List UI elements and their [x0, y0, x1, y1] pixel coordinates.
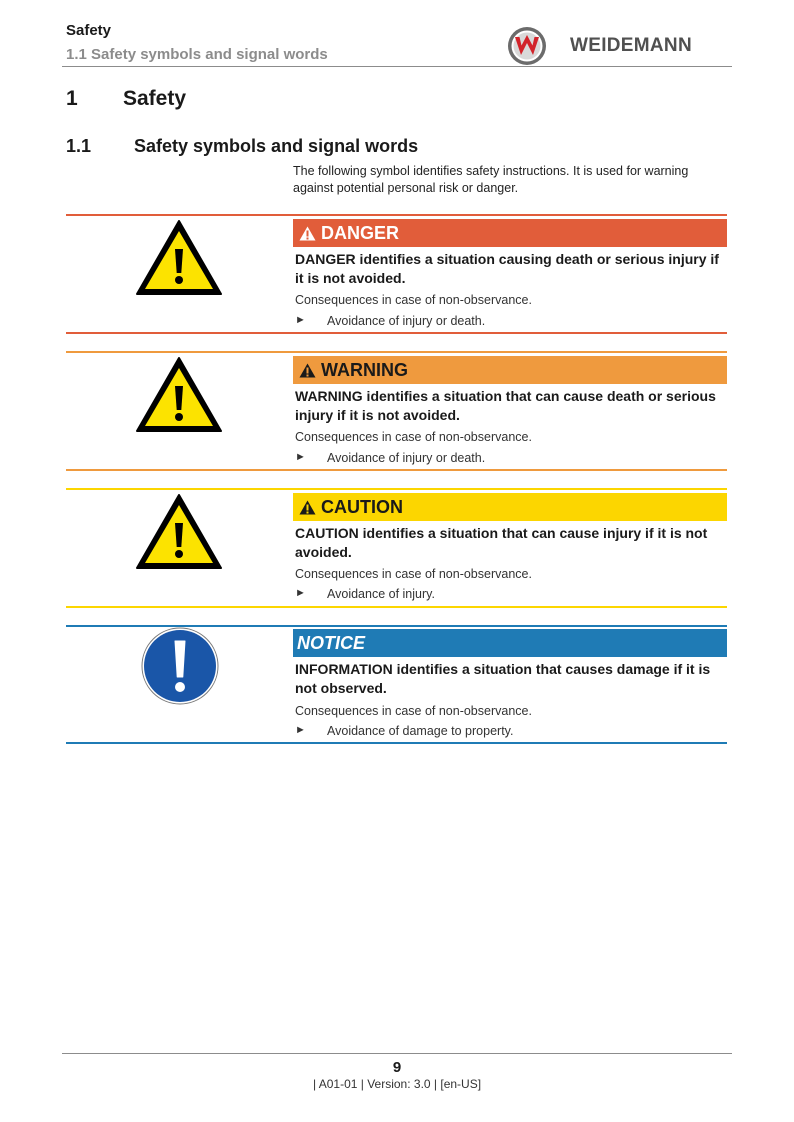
bullet-arrow-icon: ►	[295, 314, 306, 326]
logo-wordmark: WEIDEMANN	[570, 35, 692, 56]
running-header-section: Safety	[66, 22, 112, 39]
danger-bottom-rule	[66, 332, 727, 334]
danger-signal-word: DANGER	[321, 223, 400, 243]
weidemann-logo-icon	[507, 26, 547, 66]
danger-notice	[66, 214, 727, 337]
notice-lead: INFORMATION identifies a situation that causes damage if it is not observed.	[295, 661, 711, 696]
danger-lead: DANGER identifies a situation causing death or serious injury if it is not avoided.	[295, 251, 719, 286]
caution-notice	[66, 488, 727, 611]
caution-top-rule	[66, 488, 727, 490]
caution-avoidance-text: Avoidance of injury.	[327, 587, 435, 601]
alert-triangle-icon	[299, 226, 316, 241]
caution-signal-word: CAUTION	[321, 497, 403, 517]
section-title: Safety symbols and signal words	[134, 136, 419, 156]
bullet-arrow-icon: ►	[295, 724, 306, 736]
warning-triangle-icon	[134, 355, 224, 435]
danger-avoidance-text: Avoidance of injury or death.	[327, 314, 486, 328]
danger-banner	[293, 219, 727, 247]
warning-triangle-icon	[134, 218, 224, 298]
page-number: 9	[392, 1059, 402, 1076]
danger-top-rule	[66, 214, 727, 216]
warning-lead: WARNING identifies a situation that can cause death or serious injury if it is not avoided.	[295, 388, 716, 423]
caution-bottom-rule	[66, 606, 727, 608]
warning-avoidance-text: Avoidance of injury or death.	[327, 451, 486, 465]
caution-banner	[293, 493, 727, 521]
bullet-arrow-icon: ►	[295, 451, 306, 463]
notice-avoidance-text: Avoidance of damage to property.	[327, 724, 514, 738]
warning-triangle-icon	[134, 492, 224, 572]
warning-top-rule	[66, 351, 727, 353]
alert-triangle-icon	[299, 363, 316, 378]
chapter-number: 1	[66, 87, 78, 110]
warning-consequences: Consequences in case of non-observance.	[295, 430, 532, 444]
header-divider	[62, 66, 732, 67]
section-number: 1.1	[66, 136, 92, 156]
warning-banner	[293, 356, 727, 384]
warning-bottom-rule	[66, 469, 727, 471]
caution-consequences: Consequences in case of non-observance.	[295, 567, 532, 581]
notice-bottom-rule	[66, 742, 727, 744]
caution-lead: CAUTION identifies a situation that can cause injury if it is not avoided.	[295, 525, 708, 560]
bullet-arrow-icon: ►	[295, 587, 306, 599]
danger-consequences: Consequences in case of non-observance.	[295, 293, 532, 307]
alert-triangle-icon	[299, 500, 316, 515]
weidemann-logo	[507, 26, 719, 66]
warning-notice	[66, 351, 727, 474]
notice-banner	[293, 629, 727, 657]
notice-consequences: Consequences in case of non-observance.	[295, 704, 532, 718]
notice-notice	[66, 625, 727, 748]
notice-signal-word: NOTICE	[297, 633, 366, 653]
chapter-title: Safety	[123, 87, 187, 110]
document-reference: | A01-01 | Version: 3.0 | [en-US]	[312, 1077, 482, 1091]
warning-signal-word: WARNING	[321, 360, 408, 380]
mandatory-exclamation-icon	[141, 627, 219, 705]
footer-divider	[62, 1053, 732, 1054]
intro-paragraph: The following symbol identifies safety instructions. It is used for warning against potential personal risk or danger.	[293, 164, 689, 195]
running-header-subsection: 1.1 Safety symbols and signal words	[66, 46, 328, 63]
